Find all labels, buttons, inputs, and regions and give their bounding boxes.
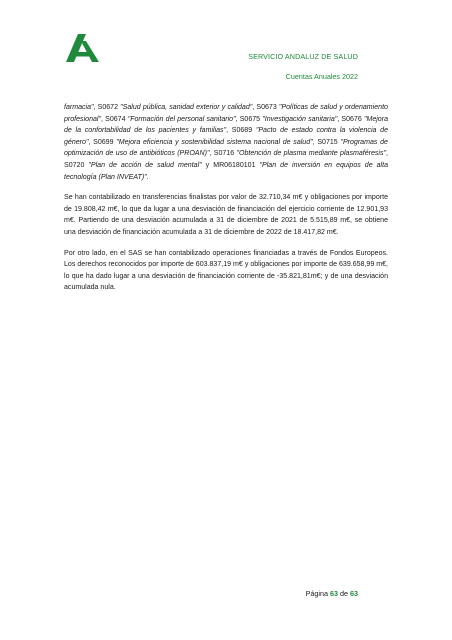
program-code: , S0675	[235, 115, 263, 123]
page-separator: de	[338, 589, 350, 598]
program-code: , S0715	[312, 138, 341, 146]
page-number	[306, 589, 358, 598]
program-code: y MR06180101	[201, 161, 260, 169]
program-code: , S0689	[226, 127, 256, 135]
program-code: , S0676	[337, 115, 364, 123]
program-name: "Investigación sanitaria"	[262, 115, 338, 123]
organization-name: SERVICIO ANDALUZ DE SALUD	[248, 52, 358, 61]
logo-right-stroke	[81, 41, 99, 62]
program-code: , S0673	[252, 104, 279, 111]
sentence-end: .	[146, 173, 149, 181]
document-body	[64, 102, 388, 303]
program-name: "Plan de inversión en equipos de alta tecnología (Plan INVEAT)"	[64, 161, 388, 181]
current-page: 63	[330, 589, 338, 598]
program-name: "Mejora eficiencia y sostenibilidad sistema nacional de salud"	[116, 138, 313, 146]
program-name: "Salud pública, sanidad exterior y calidad"	[120, 104, 253, 111]
logo-crossbar	[71, 52, 93, 57]
program-code: , S0672	[93, 104, 121, 111]
paragraph-finalist-transfers: Se han contabilizado en transferencias finalistas por valor de 32.710,34 m€ y obligaciones por importe de 19.808,42 m€, lo que da lugar a una desviación de financiación del ejercicio corriente de 12.901,93 m€. Partiendo de una desviación acumulada a 31 de diciembre de 2021 de 5.515,89 m€, se obtiene una desviación de financiación acumulada a 31 de diciembre de 2022 de 18.417,82 m€.	[64, 194, 388, 236]
program-name: "Mejora de la confortabilidad de los pacientes y familias"	[64, 115, 388, 135]
program-code: , S0716	[209, 150, 237, 158]
paragraph-program-list	[64, 102, 388, 183]
program-name: "Políticas de salud y ordenamiento profesional"	[64, 104, 388, 123]
program-code: , S0674	[100, 115, 128, 123]
program-name: "Pacto de estado contra la violencia de género"	[64, 127, 388, 146]
junta-de-andalucia-logo	[64, 33, 102, 63]
total-pages: 63	[350, 589, 358, 598]
program-name: "Formación del personal sanitario"	[127, 115, 236, 123]
program-code: , S0720	[64, 150, 388, 169]
paragraph-european-funds: Por otro lado, en el SAS se han contabilizado operaciones financiadas a través de Fondos Europeos. Los derechos reconocidos por importe de 603.837,19 m€ y obligaciones por importe de 639.658,99 m€, lo que ha dado lugar a una desviación de financiación corriente de -35.821,81m€; y de una desviación acumulada nula.	[64, 249, 388, 292]
program-name: farmacia"	[64, 104, 94, 111]
program-name: "Programas de optimización de uso de antibióticos (PROAN)"	[64, 138, 388, 158]
page-header	[248, 52, 358, 81]
program-name: "Obtención de plasma mediante plasmaféresis"	[236, 150, 387, 158]
page-label: Página	[305, 589, 330, 598]
document-subtitle: Cuentas Anuales 2022	[285, 72, 358, 81]
program-name: "Plan de acción de salud mental"	[88, 161, 202, 169]
program-code: , S0699	[88, 138, 117, 146]
logo-left-stroke	[66, 34, 86, 62]
